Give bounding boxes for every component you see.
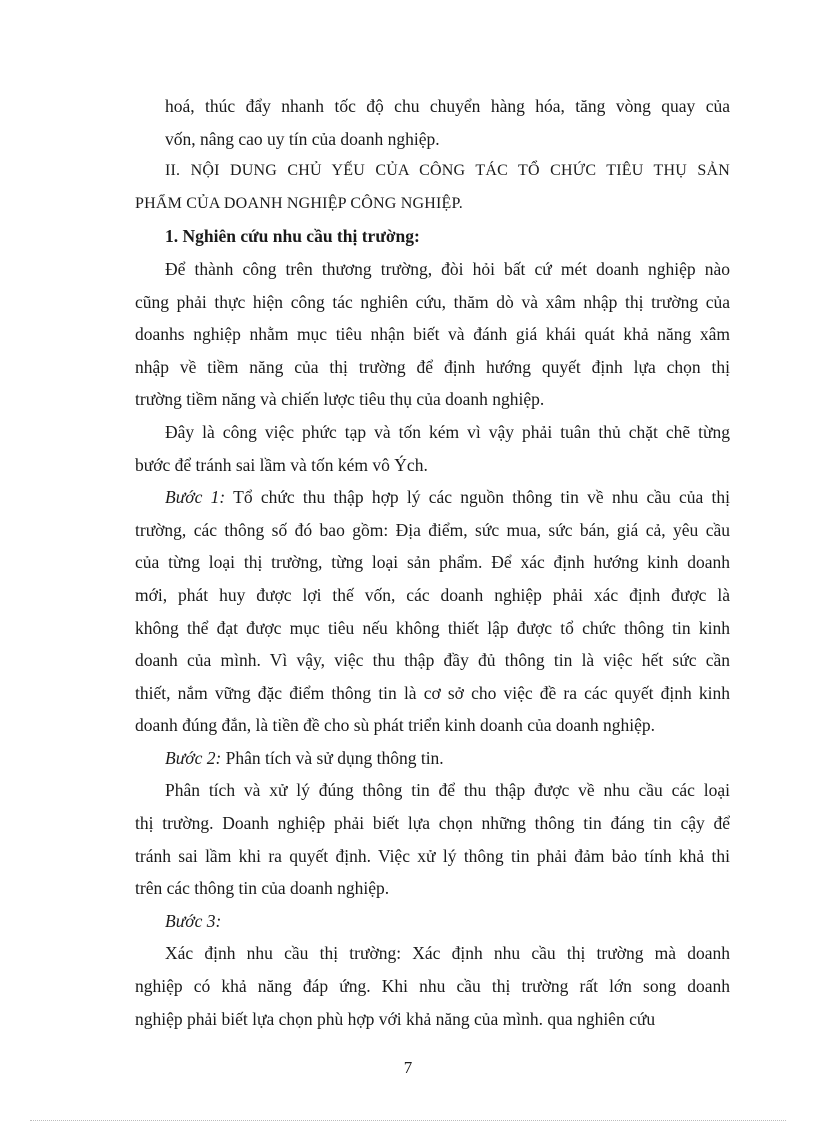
paragraph-5 [135,774,730,904]
paragraph-continued [165,90,730,155]
text-line: của từng loại thị trường, từng loại sản phẩm. Để xác định hướng kinh doanh [135,552,730,573]
text-span: Phân tích và sử dụng thông tin. [221,747,444,768]
text-line: trường, các thông số đó bao gồm: Địa điểm, sức mua, sức bán, giá cả, yêu cầu [135,519,730,540]
step-label: Bước 2: [165,747,222,768]
paragraph-step-3 [165,905,730,938]
text-line: không thể đạt được mục tiêu nếu không thiết lập được tổ chức thông tin kinh [135,617,730,638]
step-label: Bước 3: [165,910,222,931]
text-line [165,905,730,938]
text-line: thiết, nắm vững đặc điểm thông tin là cơ sở cho việc đề ra các quyết định kinh [135,682,730,703]
text-line: doanhs nghiệp nhằm mục tiêu nhận biết và đánh giá khái quát khả năng xâm [135,324,730,345]
paragraph-2 [135,416,730,481]
section-heading [135,155,730,220]
text-line [135,481,730,514]
text-line: Đây là công việc phức tạp và tốn kém vì vậy phải tuân thủ chặt chẽ từng [165,421,730,442]
text-line: trên các thông tin của doanh nghiệp. [135,878,390,899]
text-line: trường tiềm năng và chiến lược tiêu thụ của doanh nghiệp. [135,389,545,410]
text-span: Tổ chức thu thập hợp lý các nguồn thông tin về nhu cầu của thị [225,487,731,508]
text-line: Xác định nhu cầu thị trường: Xác định nhu cầu thị trường mà doanh [165,943,730,964]
text-line: II. NỘI DUNG CHỦ YẾU CỦA CÔNG TÁC TỔ CHỨC TIÊU THỤ SẢN [165,162,730,180]
text-line: nghiệp có khả năng đáp ứng. Khi nhu cầu thị trường rất lớn song doanh [135,976,730,997]
paragraph-1 [135,253,730,416]
page-number: 7 [403,1058,413,1077]
text-line [165,742,730,775]
body-text [135,90,731,1035]
text-line: vốn, nâng cao uy tín của doanh nghiệp. [165,128,440,149]
step-label: Bước 1: [165,487,226,508]
paragraph-7 [135,937,730,1035]
text-line: bước để tránh sai lầm và tốn kém vô Ých. [135,454,428,475]
text-line: cũng phải thực hiện công tác nghiên cứu, thăm dò và xâm nhập thị trường của [135,291,730,312]
paragraph-step-2 [165,742,730,775]
text-line: tránh sai lầm khi ra quyết định. Việc xử lý thông tin phải đảm bảo tính khả thi [135,845,730,866]
text-line: Phân tích và xử lý đúng thông tin để thu thập được về nhu cầu các loại [165,780,730,801]
text-line: thị trường. Doanh nghiệp phải biết lựa chọn những thông tin đáng tin cậy để [135,813,730,834]
text-line: mới, phát huy được lợi thế vốn, các doanh nghiệp phải xác định được là [135,584,730,605]
text-line: hoá, thúc đẩy nhanh tốc độ chu chuyển hàng hóa, tăng vòng quay của [165,96,730,116]
text-line: nhập về tiềm năng của thị trường để định hướng quyết định lựa chọn thị [135,356,730,377]
text-line: doanh đúng đắn, là tiền đề cho sù phát triển kinh doanh của doanh nghiệp. [135,715,656,736]
subsection-heading: 1. Nghiên cứu nhu cầu thị trường: [165,226,420,247]
page-bottom-divider [30,1120,786,1121]
text-line: doanh của mình. Vì vậy, việc thu thập đầy đủ thông tin là việc hết sức cần [135,650,730,671]
text-line: PHẨM CỦA DOANH NGHIỆP CÔNG NGHIỆP. [135,194,464,212]
text-line: nghiệp phải biết lựa chọn phù hợp với khả năng của mình. qua nghiên cứu [135,1008,656,1029]
text-line: Để thành công trên thương trường, đòi hỏi bất cứ mét doanh nghiệp nào [165,258,730,279]
paragraph-step-1 [135,481,730,742]
